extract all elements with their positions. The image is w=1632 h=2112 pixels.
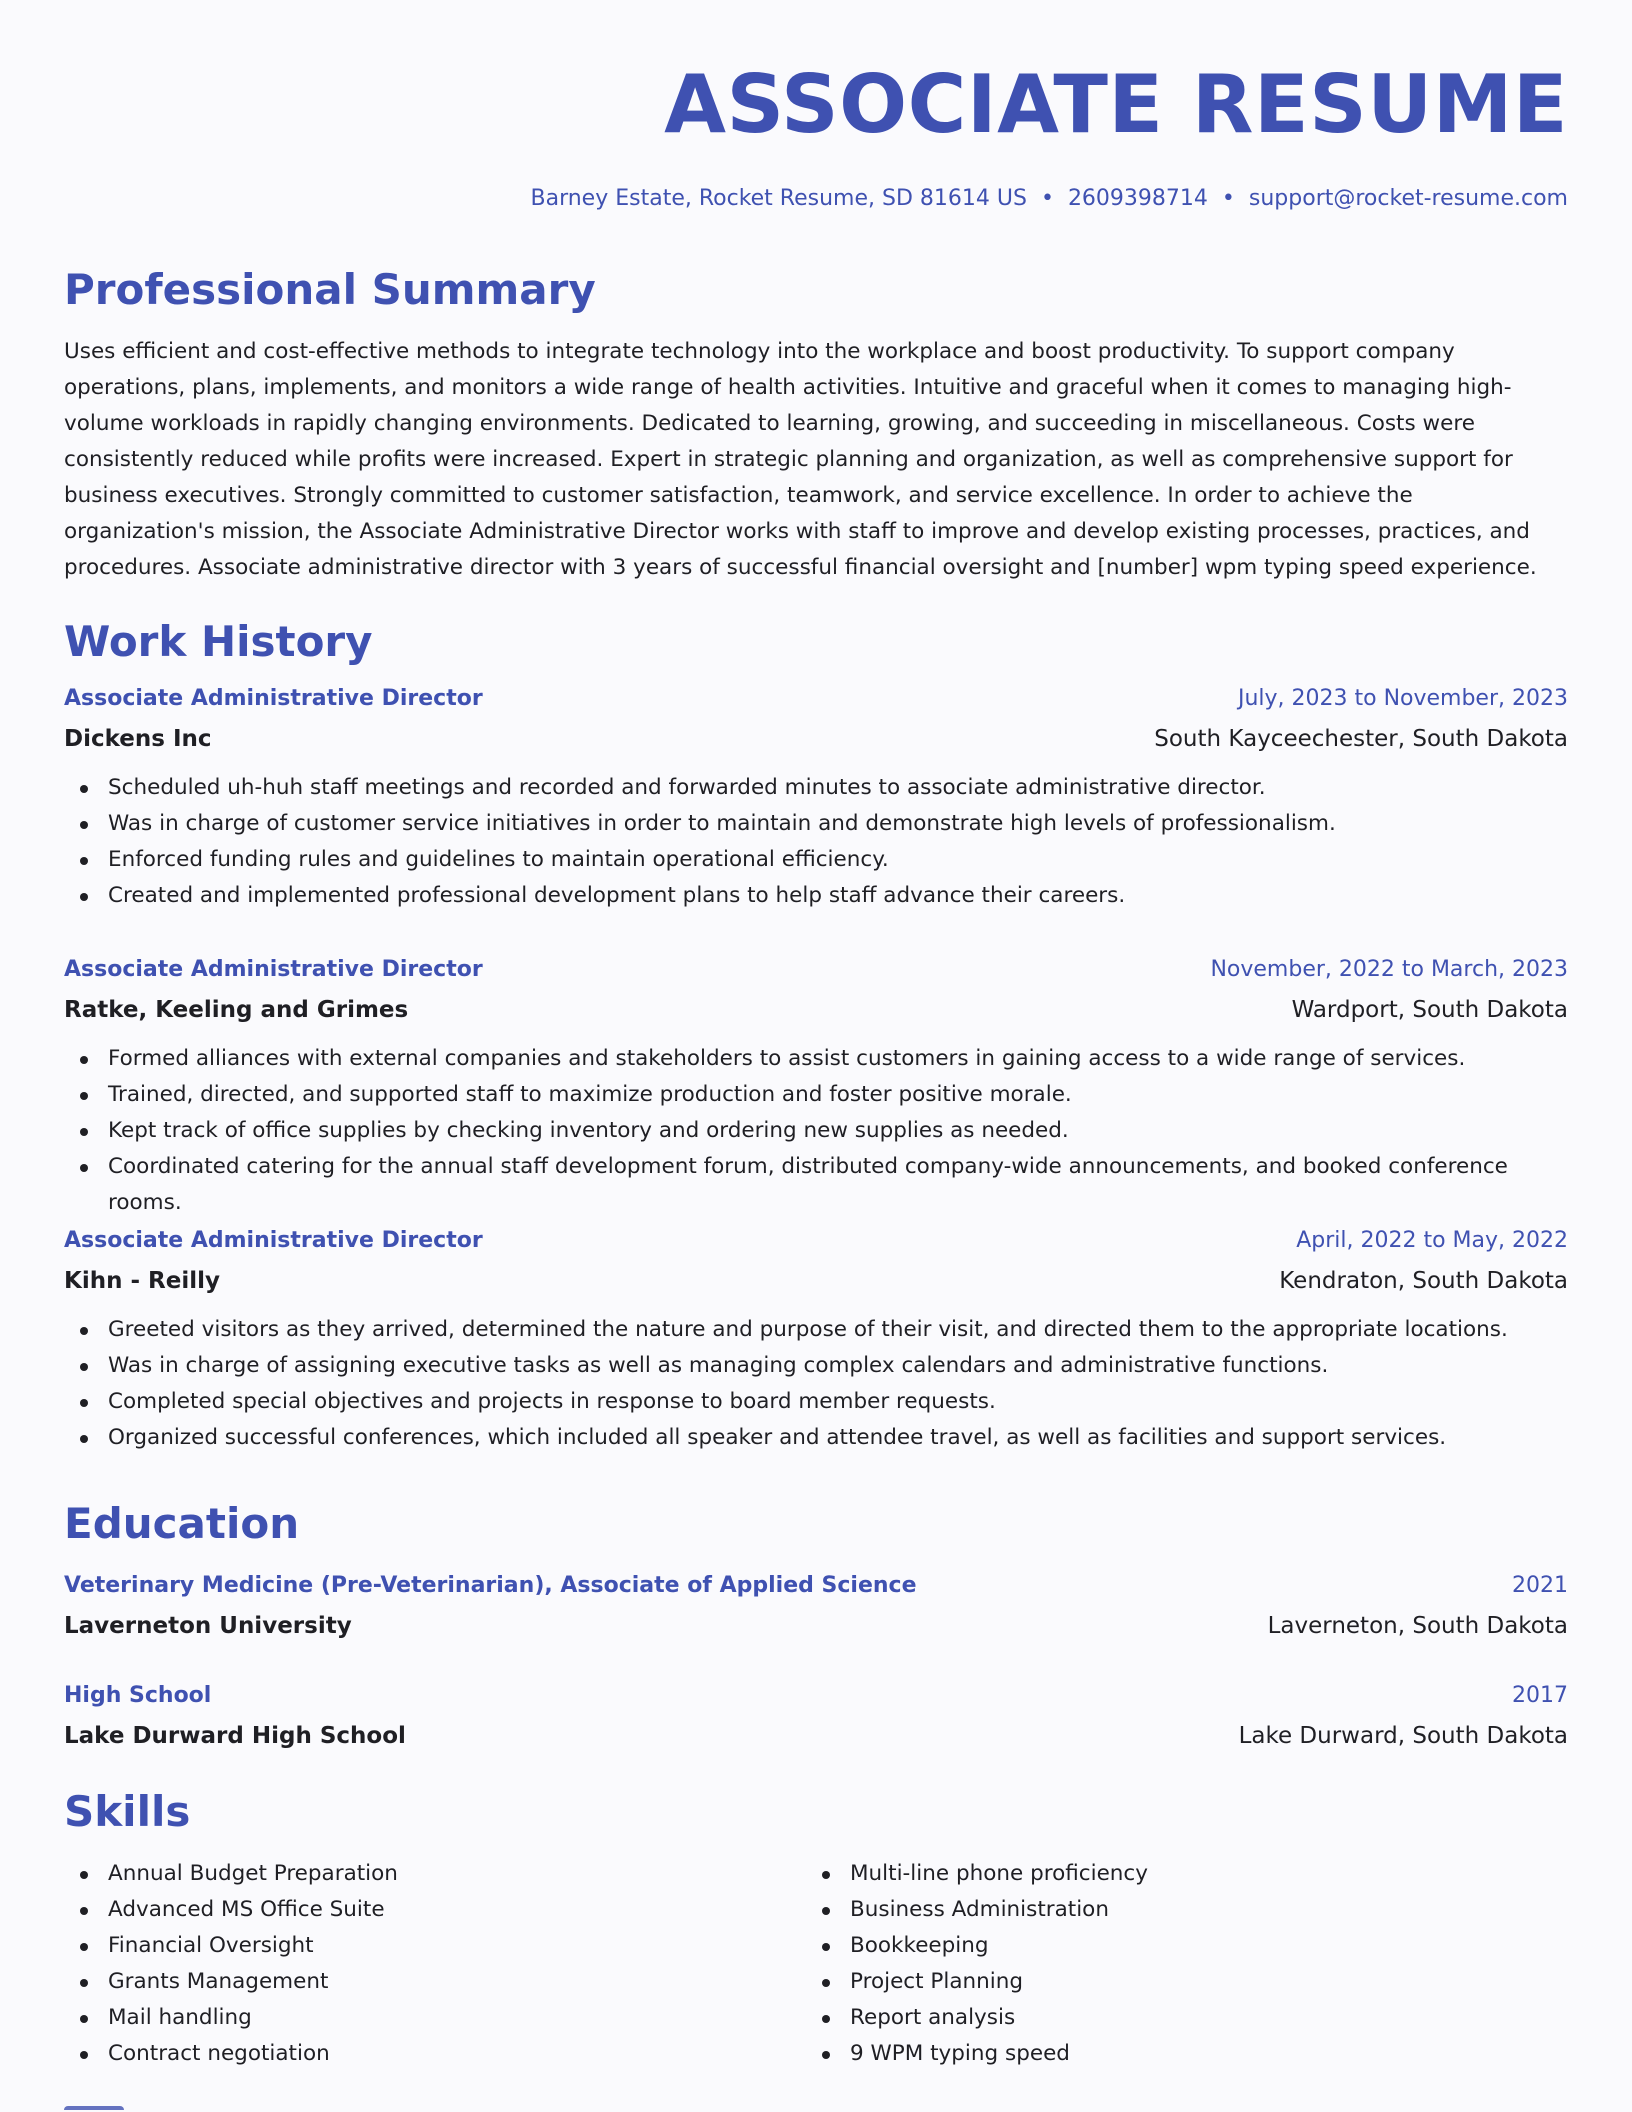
bullet-text: Created and implemented professional development plans to help staff advance their careers. [108,883,1126,908]
skills-heading: Skills [64,1787,191,1836]
list-item [64,806,1568,842]
list-item [64,1348,1568,1384]
bullet-text: Was in charge of assigning executive tasks as well as managing complex calendars and administrative functions. [108,1353,1329,1378]
skill-text: Report analysis [850,2005,1016,2030]
skill-item [806,2036,1548,2072]
bullet-icon [80,2051,88,2059]
job-role: Associate Administrative Director [64,1228,483,1253]
bullet-text: Coordinated catering for the annual staff development forum, distributed company-wide announcements, and booked conference rooms. [108,1154,1508,1215]
bullet-icon [80,1871,88,1879]
contact-separator: • [1040,186,1054,211]
skill-item [64,2036,806,2072]
bullet-icon [80,1943,88,1951]
job-dates: July, 2023 to November, 2023 [1237,686,1568,711]
summary-text: Uses efficient and cost-effective methods to integrate technology into the workplace and boost productivity. To support company operations, plans, implements, and monitors a wide range of health activities. Intuitive and graceful when it comes to managing high-volume workloads in rapidly changing environments. Dedicated to learning, growing, and succeeding in miscellaneous. Costs were consistently reduced while profits were increased. Expert in strategic planning and organization, as well as comprehensive support for business executives. Strongly committed to customer satisfaction, teamwork, and service excellence. In order to achieve the organization's mission, the Associate Administrative Director works with staff to improve and develop existing processes, practices, and procedures. Associate administrative director with 3 years of successful financial oversight and [number] wpm typing speed experience. [64,339,1537,580]
job-dates: April, 2022 to May, 2022 [1296,1228,1568,1253]
bullet-icon [80,1435,88,1443]
skill-item [64,1856,806,1892]
skill-item [806,1892,1548,1928]
job-role: Associate Administrative Director [64,686,483,711]
next-section-heading-cutoff [64,2096,184,2112]
skill-item [806,1964,1548,2000]
education-entry [64,1571,1568,1641]
education-entry [64,1681,1568,1751]
bullet-text: Kept track of office supplies by checking inventory and ordering new supplies as needed. [108,1118,1069,1143]
resume-title: ASSOCIATE RESUME [664,58,1568,151]
bullet-text: Completed special objectives and projects in response to board member requests. [108,1389,996,1414]
job-entry [64,684,1568,914]
skill-text: Mail handling [108,2005,252,2030]
bullet-icon [822,1943,830,1951]
education-degree: Veterinary Medicine (Pre-Veterinarian), Associate of Applied Science [64,1573,917,1598]
bullet-text: Scheduled uh-huh staff meetings and recorded and forwarded minutes to associate administrative director. [108,775,1266,800]
job-bullets [64,770,1568,914]
list-item [64,1312,1568,1348]
skill-item [806,1928,1548,1964]
skill-text: 9 WPM typing speed [850,2041,1070,2066]
summary-heading: Professional Summary [64,265,596,314]
job-entry [64,955,1568,1221]
bullet-text: Enforced funding rules and guidelines to maintain operational efficiency. [108,847,889,872]
job-company: Ratke, Keeling and Grimes [64,997,409,1023]
contact-line [64,184,1568,214]
skill-text: Financial Oversight [108,1933,314,1958]
skills-column-left [64,1856,806,2072]
bullet-icon [822,1907,830,1915]
job-company: Kihn - Reilly [64,1268,220,1294]
bullet-text: Greeted visitors as they arrived, determined the nature and purpose of their visit, and directed them to the appropriate locations. [108,1317,1508,1342]
education-year: 2021 [1512,1573,1568,1598]
bullet-icon [80,1164,88,1172]
skill-item [64,1928,806,1964]
skill-text: Contract negotiation [108,2041,330,2066]
bullet-text: Formed alliances with external companies and stakeholders to assist customers in gaining access to a wide range of services. [108,1046,1466,1071]
education-location: Laverneton, South Dakota [1267,1613,1568,1639]
education-location: Lake Durward, South Dakota [1238,1723,1568,1749]
skills-list [64,1856,1568,2072]
skill-item [806,1856,1548,1892]
job-entry [64,1226,1568,1456]
list-item [64,1077,1568,1113]
job-company: Dickens Inc [64,726,212,752]
job-bullets [64,1312,1568,1456]
job-location: Wardport, South Dakota [1291,997,1568,1023]
skill-item [64,1964,806,2000]
skill-text: Multi-line phone proficiency [850,1861,1148,1886]
bullet-icon [822,1871,830,1879]
list-item [64,1113,1568,1149]
education-heading: Education [64,1499,300,1548]
bullet-icon [80,1092,88,1100]
list-item [64,770,1568,806]
skill-text: Annual Budget Preparation [108,1861,398,1886]
bullet-icon [80,893,88,901]
contact-email: support@rocket-resume.com [1248,186,1568,211]
skill-item [806,2000,1548,2036]
bullet-text: Organized successful conferences, which included all speaker and attendee travel, as well as facilities and support services. [108,1425,1447,1450]
skill-text: Bookkeeping [850,1933,989,1958]
skill-text: Business Administration [850,1897,1109,1922]
skill-item [64,2000,806,2036]
contact-address: Barney Estate, Rocket Resume, SD 81614 US [530,186,1027,211]
skill-text: Project Planning [850,1969,1024,1994]
skill-text: Advanced MS Office Suite [108,1897,385,1922]
list-item [64,1149,1568,1221]
education-school: Lake Durward High School [64,1723,406,1749]
heading-fragment [64,2106,124,2112]
list-item [64,842,1568,878]
bullet-icon [80,1128,88,1136]
bullet-icon [80,1399,88,1407]
education-degree: High School [64,1683,212,1708]
work-history-heading: Work History [64,617,373,666]
job-bullets [64,1041,1568,1221]
resume-page [64,0,1568,2066]
list-item [64,1041,1568,1077]
job-location: Kendraton, South Dakota [1279,1268,1568,1294]
bullet-icon [822,2015,830,2023]
education-year: 2017 [1512,1683,1568,1708]
bullet-icon [80,1907,88,1915]
bullet-icon [80,1363,88,1371]
bullet-icon [822,1979,830,1987]
bullet-text: Trained, directed, and supported staff to maximize production and foster positive morale. [108,1082,1072,1107]
bullet-icon [80,821,88,829]
bullet-icon [80,1979,88,1987]
job-dates: November, 2022 to March, 2023 [1210,957,1568,982]
bullet-icon [80,857,88,865]
contact-phone: 2609398714 [1067,186,1208,211]
bullet-icon [822,2051,830,2059]
contact-separator: • [1221,186,1235,211]
bullet-icon [80,1056,88,1064]
bullet-text: Was in charge of customer service initiatives in order to maintain and demonstrate high levels of professionalism. [108,811,1336,836]
bullet-icon [80,1327,88,1335]
job-location: South Kayceechester, South Dakota [1154,726,1568,752]
job-role: Associate Administrative Director [64,957,483,982]
skills-column-right [806,1856,1548,2072]
bullet-icon [80,2015,88,2023]
bullet-icon [80,785,88,793]
list-item [64,1384,1568,1420]
list-item [64,878,1568,914]
list-item [64,1420,1568,1456]
skill-text: Grants Management [108,1969,329,1994]
skill-item [64,1892,806,1928]
education-school: Laverneton University [64,1613,352,1639]
